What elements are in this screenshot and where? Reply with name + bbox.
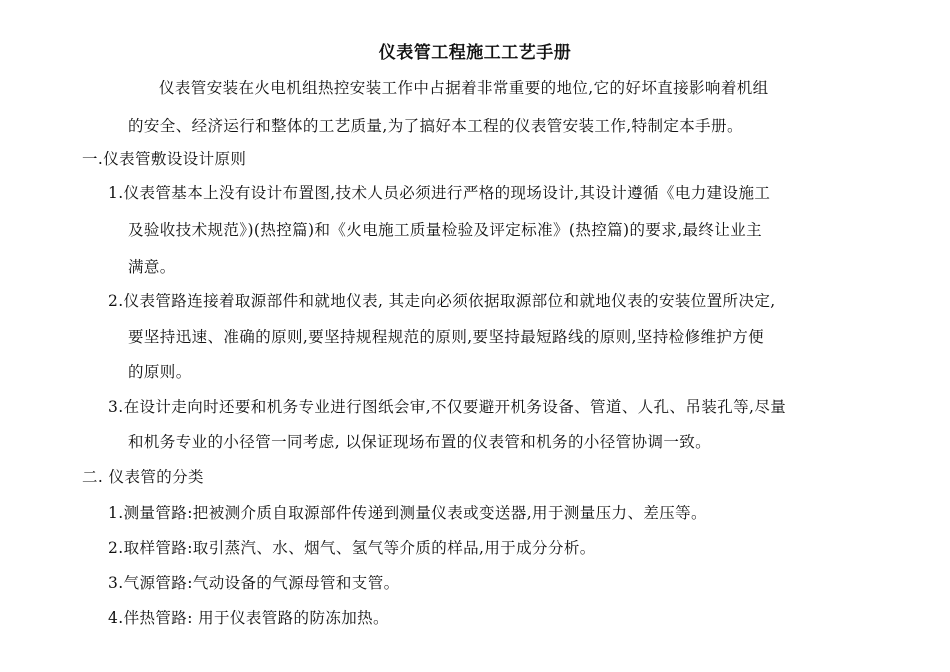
section-1-item-1-line-2: 及验收技术规范》)(热控篇)和《火电施工质量检验及评定标准》(热控篇)的要求,最终让业主 [128, 221, 763, 239]
intro-line-1: 仪表管安装在火电机组热控安装工作中占据着非常重要的地位,它的好坏直接影响着机组 [159, 79, 769, 97]
section-1-heading: 一.仪表管敷设设计原则 [82, 150, 247, 168]
section-2-item-1: 1.测量管路:把被测介质自取源部件传递到测量仪表或变送器,用于测量压力、差压等。 [108, 504, 707, 522]
section-2-item-2: 2.取样管路:取引蒸汽、水、烟气、氢气等介质的样品,用于成分分析。 [108, 539, 596, 557]
section-1-item-1-line-3: 满意。 [128, 258, 176, 276]
section-1-item-1-line-1: 1.仪表管基本上没有设计布置图,技术人员必须进行严格的现场设计,其设计遵循《电力建设施工 [108, 184, 771, 202]
section-1-item-2-line-1: 2.仪表管路连接着取源部件和就地仪表, 其走向必须依据取源部位和就地仪表的安装位置所决定, [108, 292, 776, 310]
section-1-item-3-line-1: 3.在设计走向时还要和机务专业进行图纸会审,不仅要避开机务设备、管道、人孔、吊装孔等,尽量 [108, 398, 787, 416]
document-title: 仪表管工程施工工艺手册 [378, 43, 572, 63]
intro-line-2: 的安全、经济运行和整体的工艺质量,为了搞好本工程的仪表管安装工作,特制定本手册。 [128, 117, 743, 135]
section-1-item-2-line-2: 要坚持迅速、准确的原则,要坚持规程规范的原则,要坚持最短路线的原则,坚持检修维护方便 [128, 328, 765, 346]
section-1-item-2-line-3: 的原则。 [128, 363, 192, 381]
section-2-heading: 二. 仪表管的分类 [82, 468, 204, 486]
section-2-item-3: 3.气源管路:气动设备的气源母管和支管。 [108, 574, 400, 592]
section-1-item-3-line-2: 和机务专业的小径管一同考虑, 以保证现场布置的仪表管和机务的小径管协调一致。 [128, 433, 712, 451]
section-2-item-4: 4.伴热管路: 用于仪表管路的防冻加热。 [108, 609, 389, 627]
